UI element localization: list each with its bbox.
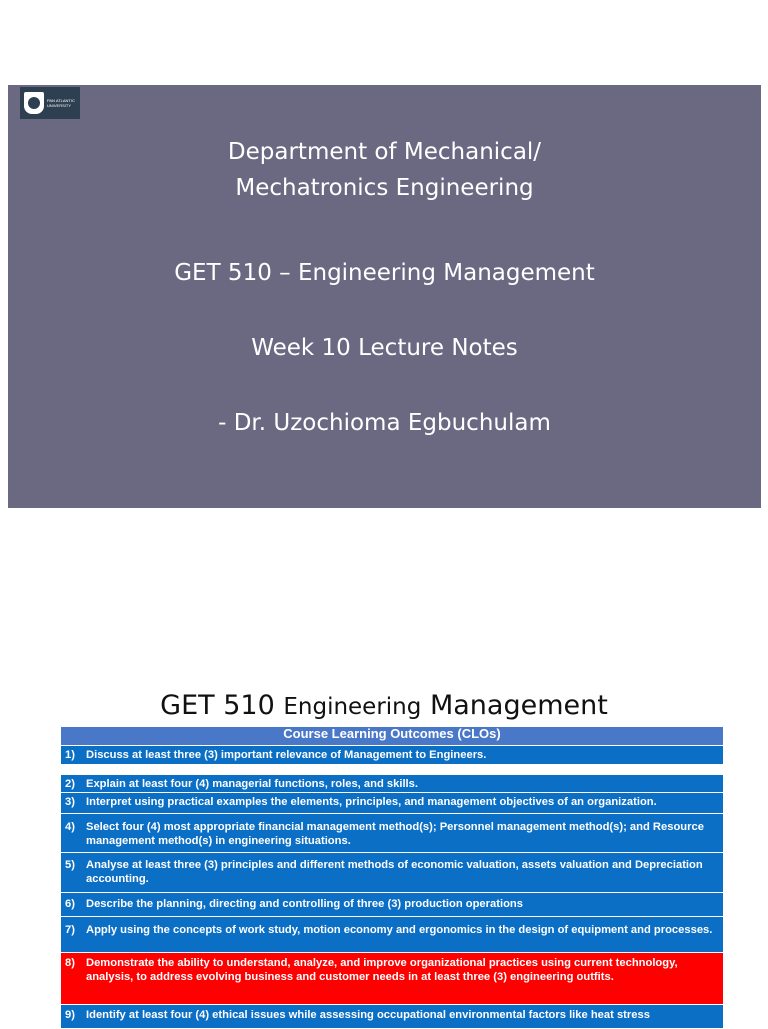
course-title: GET 510 – Engineering Management (174, 260, 595, 286)
clo-text: Select four (4) most appropriate financial management method(s); Personnel management method(s); and Resource management method(s) in engineering situations. (86, 821, 704, 847)
clo-number: 3) (65, 796, 75, 808)
clo-text: Analyse at least three (3) principles and different methods of economic valuation, assets valuation and Depreciation accounting. (86, 859, 703, 885)
week-title: Week 10 Lecture Notes (251, 335, 518, 361)
slide2-title (0, 686, 768, 727)
clo-number: 2) (65, 778, 75, 790)
clo-number: 8) (65, 957, 75, 969)
department-title (8, 134, 761, 206)
clo-row (61, 814, 723, 853)
clo-row (61, 893, 723, 917)
clo-row (61, 1005, 723, 1029)
clo-text: Demonstrate the ability to understand, analyze, and improve organizational practices using current technology, analysis, to address evolving business and customer needs in at least three (3) engineering outfits. (86, 957, 678, 983)
clo-text: Apply using the concepts of work study, motion economy and ergonomics in the design of equipment and processes. (86, 924, 713, 936)
crest-icon (24, 92, 44, 114)
clo-text: Identify at least four (4) ethical issues while assessing occupational environmental factors like heat stress (86, 1009, 650, 1021)
clo-table-header: Course Learning Outcomes (CLOs) (61, 727, 723, 746)
title-part3: Management (429, 690, 608, 721)
department-line2: Mechatronics Engineering (235, 175, 534, 201)
clo-number: 6) (65, 898, 75, 910)
logo-text-line2: UNIVERSITY (47, 103, 72, 108)
clo-text: Describe the planning, directing and controlling of three (3) production operations (86, 898, 523, 910)
clo-row (61, 853, 723, 893)
title-slide (8, 85, 761, 508)
university-logo (20, 87, 80, 119)
clo-number: 1) (65, 749, 75, 761)
clo-number: 4) (65, 821, 75, 833)
clo-text: Explain at least four (4) managerial functions, roles, and skills. (86, 778, 418, 790)
clo-row (61, 746, 723, 765)
clo-text: Discuss at least three (3) important relevance of Management to Engineers. (86, 749, 487, 761)
clo-number: 5) (65, 859, 75, 871)
department-line1: Department of Mechanical/ (227, 139, 542, 165)
clo-row (61, 953, 723, 1005)
clo-row (61, 775, 723, 793)
clo-number: 9) (65, 1009, 75, 1021)
author-name: - Dr. Uzochioma Egbuchulam (218, 410, 551, 436)
title-part2: Engineering (283, 694, 422, 720)
row-spacer (61, 765, 723, 775)
clo-number: 7) (65, 924, 75, 936)
logo-text-line1: PAN ATLANTIC (47, 98, 75, 103)
clo-text: Interpret using practical examples the elements, principles, and management objectives of an organization. (86, 796, 657, 808)
clo-row (61, 793, 723, 814)
title-part1: GET 510 (160, 690, 275, 721)
clo-table (61, 727, 723, 1029)
clo-row (61, 917, 723, 953)
